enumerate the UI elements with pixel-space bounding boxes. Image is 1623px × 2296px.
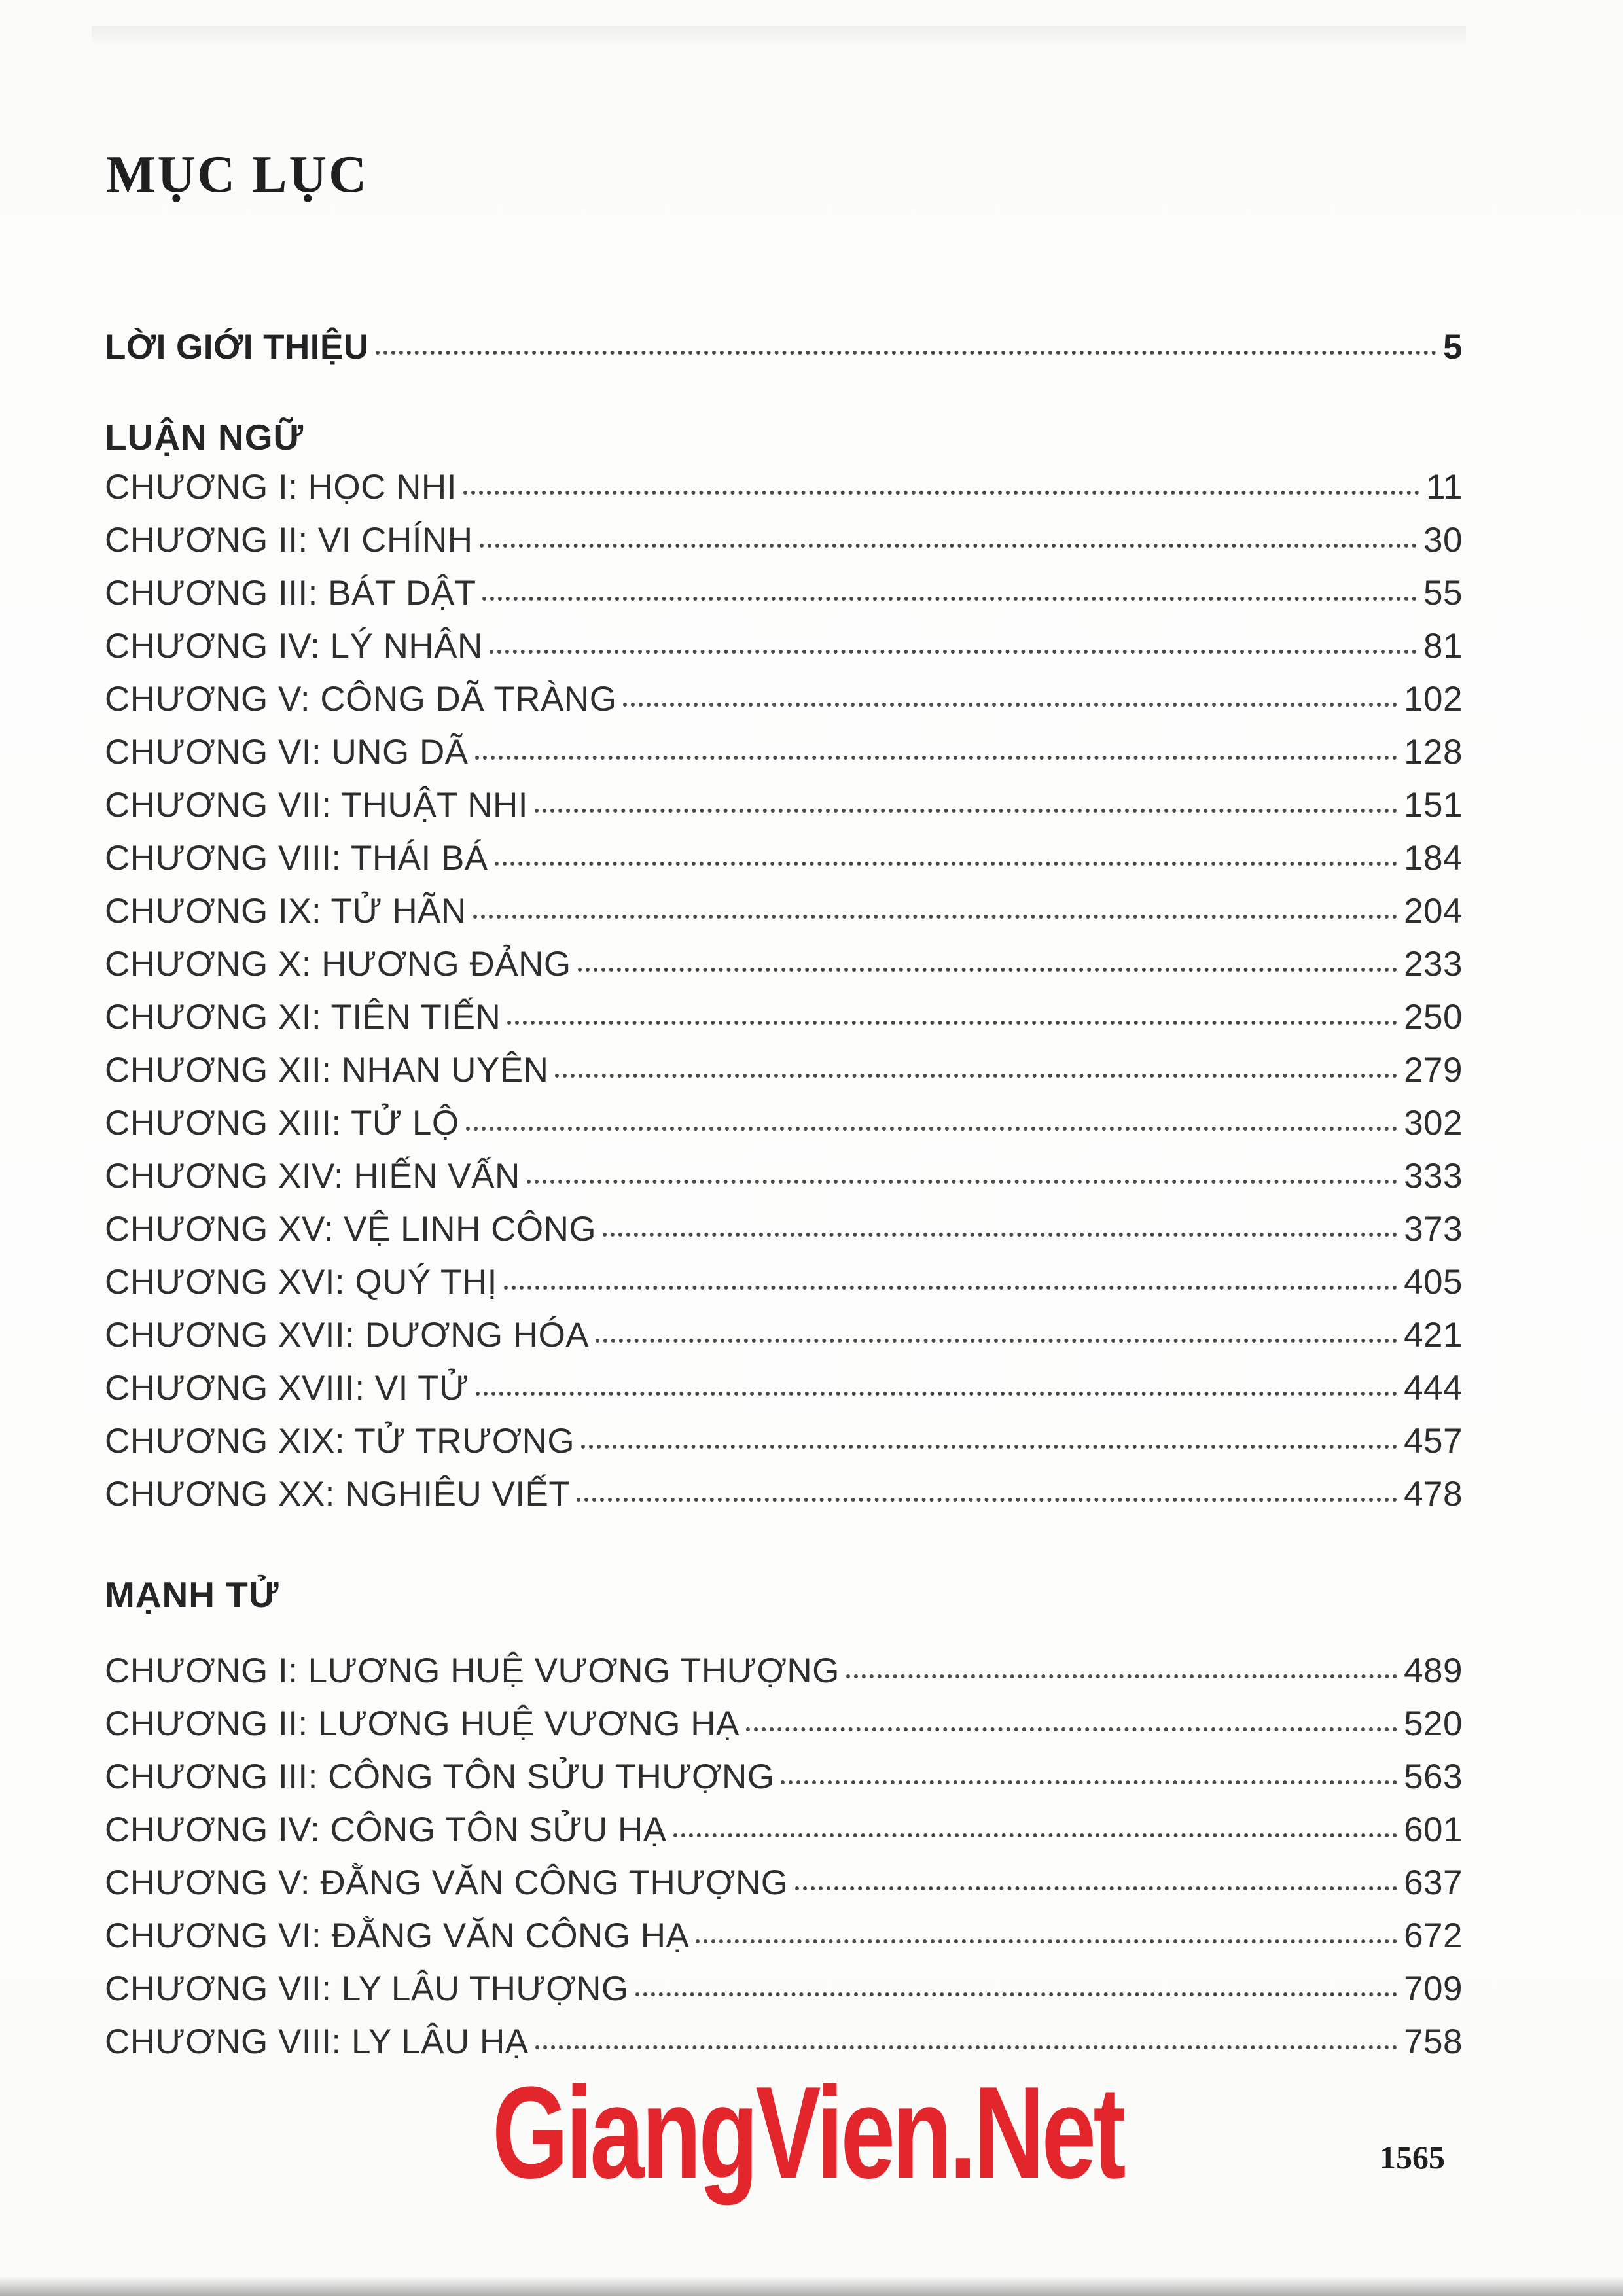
toc-entry [105, 838, 1463, 878]
toc-entry-label: LỜI GIỚI THIỆU [105, 328, 369, 366]
dot-leader [635, 1992, 1397, 1996]
section-heading-luan-ngu: LUẬN NGỮ [105, 417, 304, 457]
toc-entry-label: CHƯƠNG XX: NGHIÊU VIẾT [105, 1475, 571, 1513]
toc-entry-label: CHƯƠNG II: LƯƠNG HUỆ VƯƠNG HẠ [105, 1704, 740, 1743]
dot-leader [463, 491, 1419, 495]
toc-entry-label: CHƯƠNG VIII: LY LÂU HẠ [105, 2022, 529, 2061]
toc-entry-page: 601 [1404, 1810, 1463, 1849]
toc-entry [105, 1262, 1463, 1302]
page-top-shadow [92, 26, 1466, 46]
toc-entry [105, 520, 1463, 560]
toc-entry [105, 626, 1463, 666]
watermark-text: GiangVien.Net [492, 2060, 1123, 2206]
toc-entry-page: 204 [1404, 892, 1463, 930]
toc-entry-label: CHƯƠNG VIII: THÁI BÁ [105, 839, 488, 877]
toc-entry-label: CHƯƠNG XVI: QUÝ THỊ [105, 1263, 497, 1301]
toc-entry [105, 1315, 1463, 1355]
toc-entry [105, 1863, 1463, 1903]
toc-entry-label: CHƯƠNG III: BÁT DẬT [105, 574, 476, 612]
toc-entry-label: CHƯƠNG XV: VỆ LINH CÔNG [105, 1210, 597, 1248]
toc-entry-page: 457 [1404, 1422, 1463, 1460]
toc-entry [105, 1050, 1463, 1090]
page-title: MỤC LỤC [106, 146, 368, 203]
toc-entry-label: CHƯƠNG IV: LÝ NHÂN [105, 627, 483, 665]
toc-entry-label: CHƯƠNG XII: NHAN UYÊN [105, 1051, 549, 1089]
toc-entry [105, 573, 1463, 613]
dot-leader [577, 1498, 1397, 1502]
toc-entry-page: 250 [1404, 998, 1463, 1036]
dot-leader [696, 1939, 1397, 1943]
toc-entry [105, 2022, 1463, 2062]
toc-entry-page: 55 [1423, 574, 1463, 612]
toc-entry [105, 1421, 1463, 1461]
toc-entry [105, 785, 1463, 825]
dot-leader [746, 1727, 1397, 1731]
dot-leader [376, 351, 1436, 355]
toc-entry [105, 1103, 1463, 1143]
toc-entry-page: 520 [1404, 1704, 1463, 1743]
toc-entry-label: CHƯƠNG XVII: DƯƠNG HÓA [105, 1316, 590, 1354]
toc-entry-page: 302 [1404, 1104, 1463, 1142]
toc-entry-page: 30 [1423, 521, 1463, 559]
toc-entry [105, 1474, 1463, 1514]
dot-leader [527, 1180, 1397, 1184]
toc-entry [105, 679, 1463, 719]
toc-entry-label: CHƯƠNG X: HƯƠNG ĐẢNG [105, 945, 571, 983]
dot-leader [482, 597, 1417, 601]
toc-entry-label: CHƯƠNG I: HỌC NHI [105, 468, 457, 506]
toc-entry-page: 233 [1404, 945, 1463, 983]
toc-entry [105, 1651, 1463, 1691]
toc-entry [105, 1916, 1463, 1956]
toc-entry-label: CHƯƠNG XIII: TỬ LỘ [105, 1104, 459, 1142]
dot-leader [490, 650, 1417, 654]
dot-leader [504, 1286, 1397, 1290]
toc-entry-label: CHƯƠNG VI: UNG DÃ [105, 733, 469, 771]
toc-entry [105, 997, 1463, 1037]
toc-entry-page: 11 [1425, 468, 1463, 506]
toc-entry-page: 128 [1404, 733, 1463, 771]
toc-entry [105, 467, 1463, 507]
dot-leader [555, 1074, 1397, 1078]
toc-entry-label: CHƯƠNG IV: CÔNG TÔN SỬU HẠ [105, 1810, 667, 1849]
toc-entry-label: CHƯƠNG XIV: HIẾN VẤN [105, 1157, 520, 1195]
toc-entry-label: CHƯƠNG XI: TIÊN TIẾN [105, 998, 501, 1036]
dot-leader [495, 862, 1397, 866]
dot-leader [781, 1780, 1397, 1784]
dot-leader [535, 809, 1397, 813]
dot-leader [596, 1339, 1397, 1343]
toc-entry-label: CHƯƠNG V: ĐẰNG VĂN CÔNG THƯỢNG [105, 1863, 789, 1902]
toc-entry [105, 1368, 1463, 1408]
toc-entry-label: CHƯƠNG XVIII: VI TỬ [105, 1369, 469, 1407]
toc-entry [105, 1704, 1463, 1744]
dot-leader [476, 1392, 1397, 1396]
toc-entry-page: 637 [1404, 1863, 1463, 1902]
toc-entry-page: 489 [1404, 1651, 1463, 1690]
toc-entry-label: CHƯƠNG I: LƯƠNG HUỆ VƯƠNG THƯỢNG [105, 1651, 840, 1690]
toc-entry-label: CHƯƠNG XIX: TỬ TRƯƠNG [105, 1422, 575, 1460]
toc-entry-label: CHƯƠNG VII: LY LÂU THƯỢNG [105, 1969, 629, 2008]
dot-leader [623, 703, 1397, 707]
toc-entry-page: 672 [1404, 1916, 1463, 1955]
dot-leader [673, 1833, 1397, 1837]
toc-entry-intro [105, 327, 1463, 367]
toc-entry-label: CHƯƠNG III: CÔNG TÔN SỬU THƯỢNG [105, 1757, 775, 1796]
dot-leader [473, 915, 1397, 919]
toc-entry-page: 184 [1404, 839, 1463, 877]
toc-entry-page: 279 [1404, 1051, 1463, 1089]
toc-entry-page: 405 [1404, 1263, 1463, 1301]
toc-entry-page: 758 [1404, 2022, 1463, 2061]
dot-leader [480, 544, 1418, 548]
toc-entry-page: 373 [1404, 1210, 1463, 1248]
toc-entry-page: 478 [1404, 1475, 1463, 1513]
toc-entry [105, 1810, 1463, 1850]
toc-entry-label: CHƯƠNG VI: ĐẰNG VĂN CÔNG HẠ [105, 1916, 690, 1955]
section-heading-manh-tu: MẠNH TỬ [105, 1574, 279, 1615]
toc-entry [105, 891, 1463, 931]
toc-entry-label: CHƯƠNG V: CÔNG DÃ TRÀNG [105, 680, 617, 718]
toc-entry-label: CHƯƠNG II: VI CHÍNH [105, 521, 473, 559]
page-number: 1565 [1380, 2139, 1445, 2176]
toc-entry-page: 709 [1404, 1969, 1463, 2008]
dot-leader [466, 1127, 1398, 1131]
toc-entry-page: 81 [1423, 627, 1463, 665]
dot-leader [578, 968, 1397, 972]
dot-leader [795, 1886, 1398, 1890]
toc-entry [105, 732, 1463, 772]
dot-leader [846, 1674, 1397, 1678]
dot-leader [475, 756, 1397, 760]
dot-leader [603, 1233, 1397, 1237]
toc-entry-page: 563 [1404, 1757, 1463, 1796]
toc-entry-page: 5 [1443, 328, 1463, 366]
dot-leader [535, 2045, 1397, 2049]
toc-entry-page: 333 [1404, 1157, 1463, 1195]
toc-entry [105, 944, 1463, 984]
toc-entry-page: 102 [1404, 680, 1463, 718]
toc-entry [105, 1209, 1463, 1249]
toc-entry-label: CHƯƠNG VII: THUẬT NHI [105, 786, 528, 824]
toc-entry [105, 1969, 1463, 2009]
toc-entry [105, 1156, 1463, 1196]
dot-leader [507, 1021, 1397, 1025]
toc-entry-page: 151 [1404, 786, 1463, 824]
toc-entry-page: 444 [1404, 1369, 1463, 1407]
dot-leader [581, 1445, 1397, 1449]
toc-entry-page: 421 [1404, 1316, 1463, 1354]
toc-entry-label: CHƯƠNG IX: TỬ HÃN [105, 892, 467, 930]
toc-entry [105, 1757, 1463, 1797]
page-bottom-shadow [0, 2276, 1623, 2296]
